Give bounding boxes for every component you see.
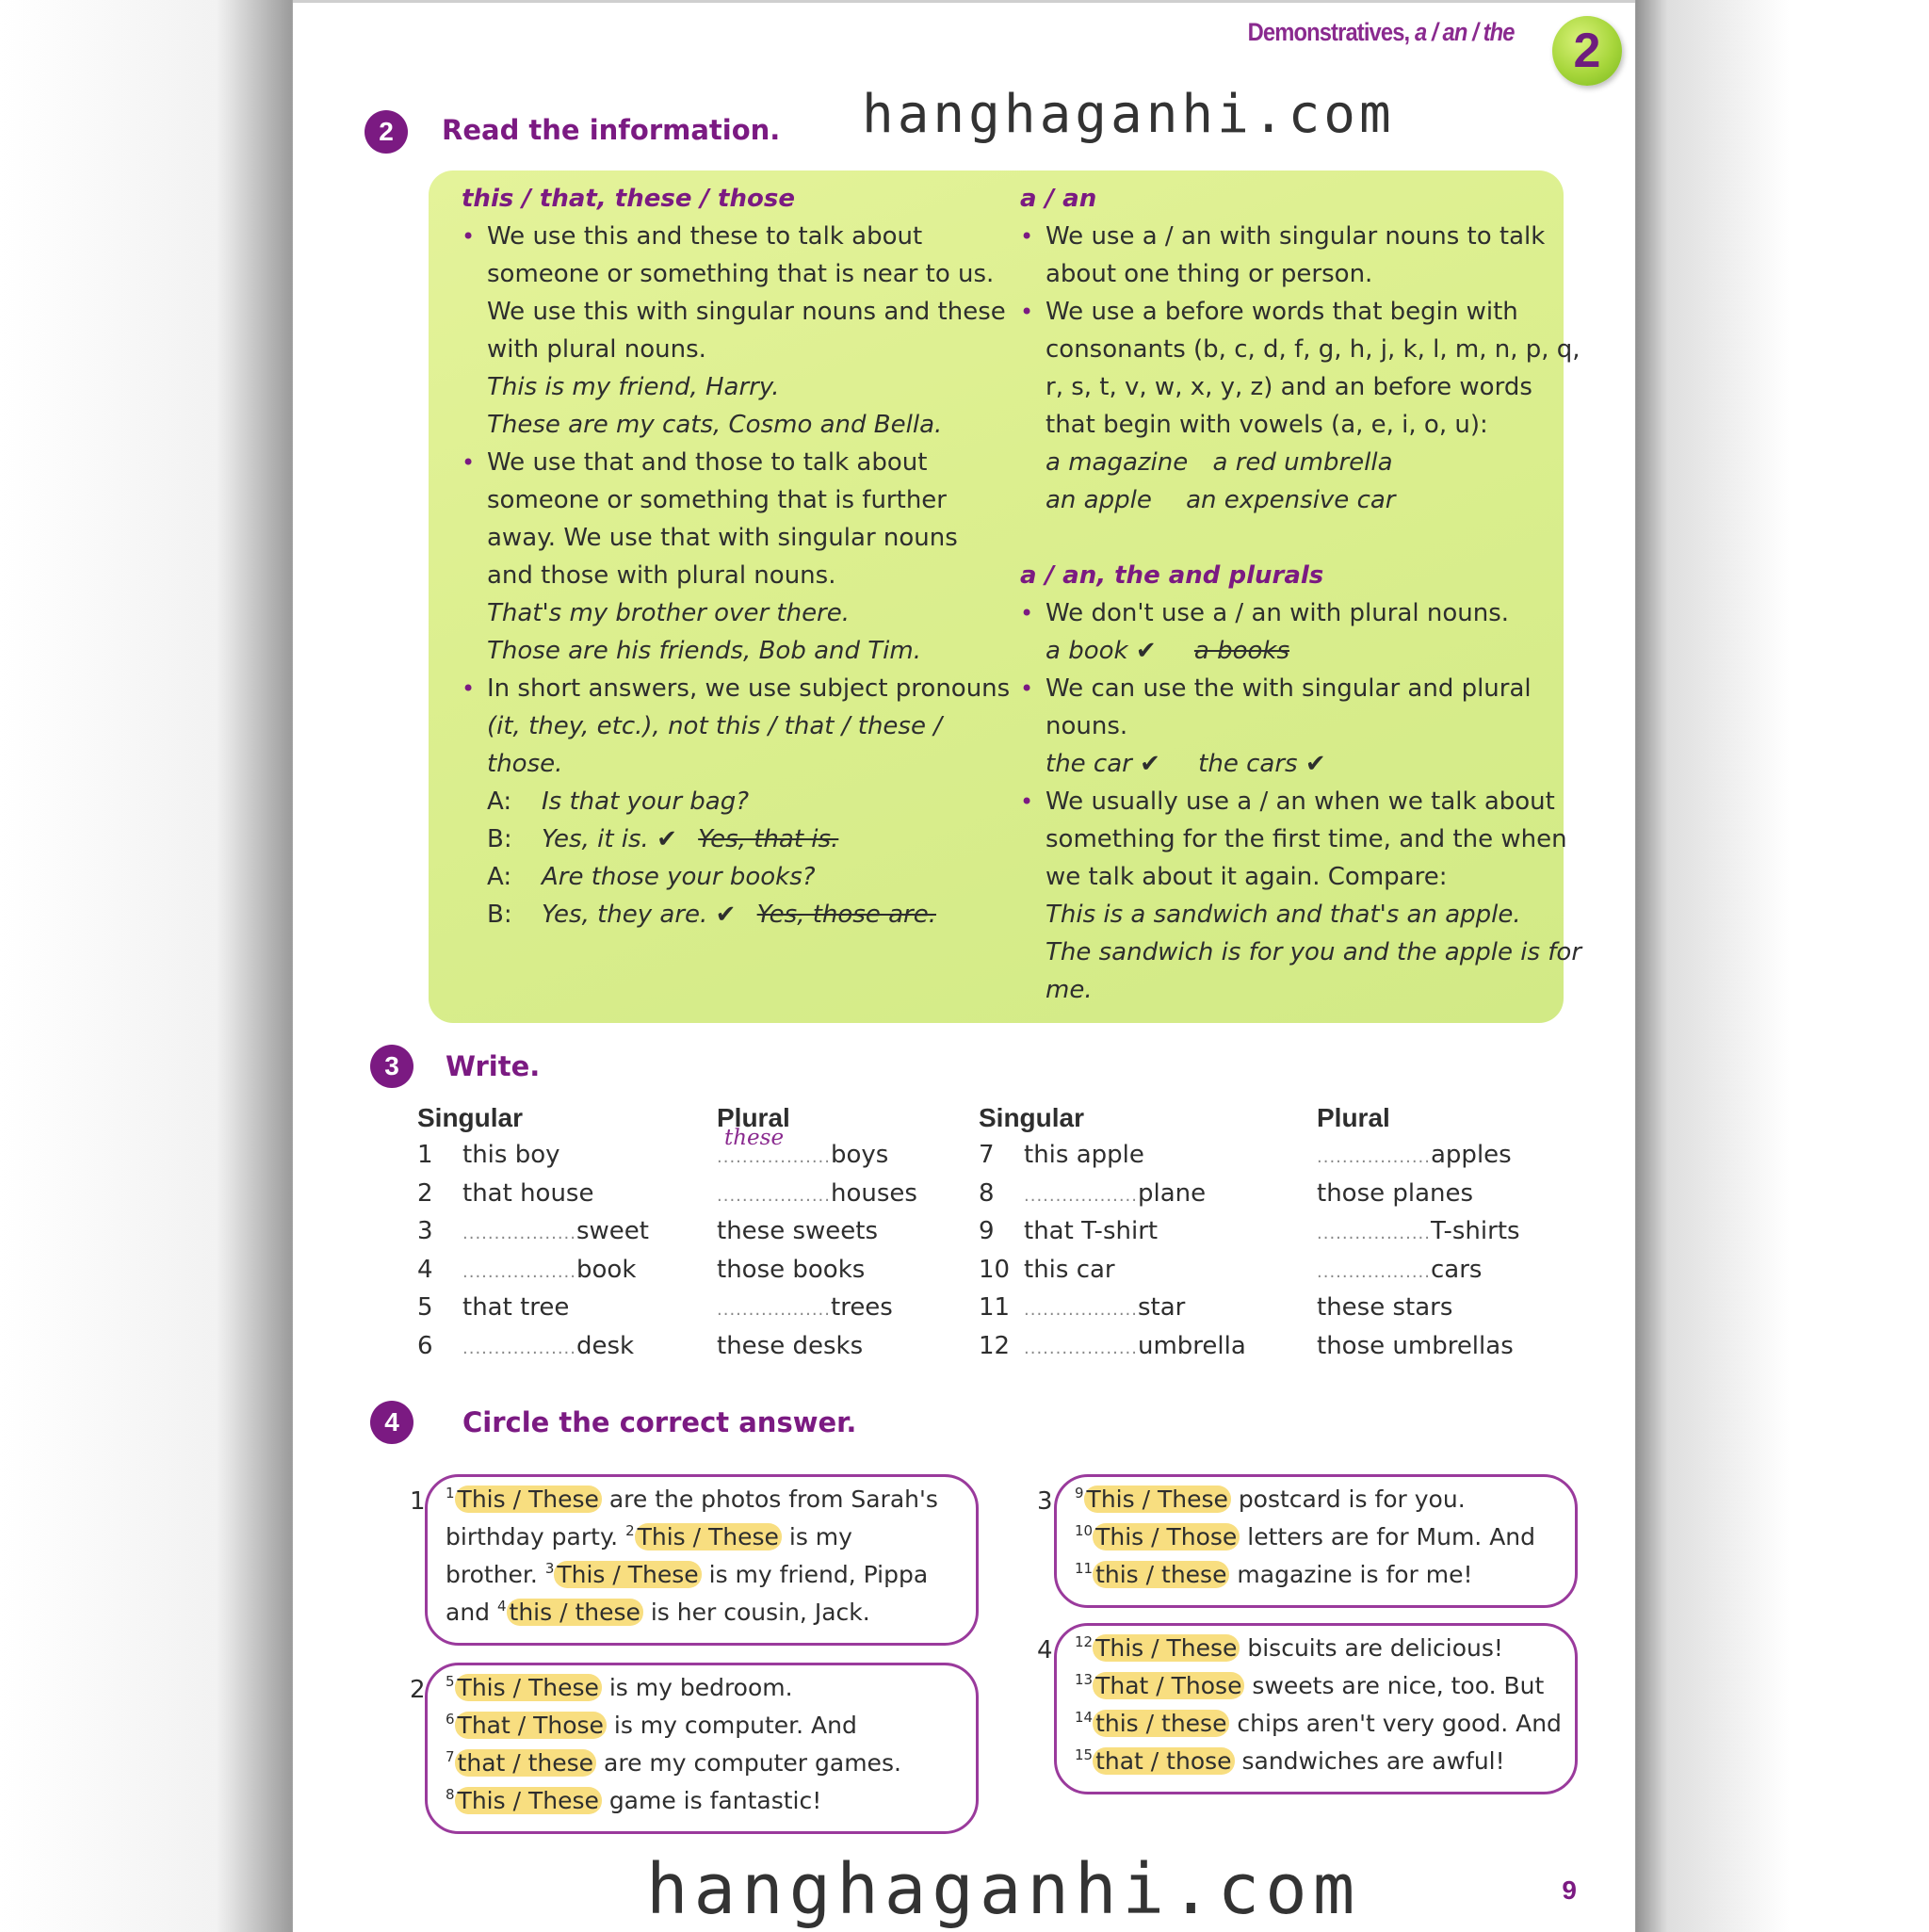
question-line — [446, 1599, 870, 1626]
info-right-column — [1020, 180, 1581, 1009]
singular-text: this apple — [1024, 1141, 1144, 1169]
plural-cell — [1317, 1293, 1452, 1322]
example-line: Those are his friends, Bob and Tim. — [487, 637, 921, 665]
question-number: 8 — [446, 1786, 455, 1803]
question-number: 11 — [1075, 1560, 1094, 1577]
info-line: • We don't use a / an with plural nouns. — [1046, 594, 1581, 632]
answer-choice[interactable]: that / those — [1093, 1747, 1234, 1775]
row-number: 7 — [979, 1141, 995, 1169]
question-line — [1075, 1747, 1505, 1775]
plural-text: those books — [717, 1255, 866, 1284]
header-singular-right: Singular — [979, 1103, 1085, 1132]
question-line — [1075, 1672, 1544, 1699]
info-line: away. We use that with singular nouns — [487, 524, 958, 552]
example-line: These are my cats, Cosmo and Bella. — [487, 411, 943, 439]
answer-choice[interactable]: This / These — [1093, 1634, 1240, 1662]
answer-choice[interactable]: this / these — [507, 1599, 643, 1626]
blank-field[interactable]: .................. — [462, 1261, 576, 1282]
watermark-bottom: hanghaganhi.com — [646, 1849, 1361, 1930]
write-row — [417, 1293, 1642, 1331]
blank-field[interactable]: .................. — [717, 1300, 831, 1320]
info-line: consonants (b, c, d, f, g, h, j, k, l, m, n, p, q, — [1046, 335, 1580, 364]
blank-field[interactable]: .................. — [462, 1338, 576, 1358]
example-wrong-struck: a books — [1193, 637, 1290, 665]
header-singular-left: Singular — [417, 1103, 524, 1132]
answer-choice[interactable]: This / These — [455, 1787, 602, 1814]
row-number: 9 — [979, 1217, 995, 1245]
group-label: 1 — [410, 1487, 426, 1516]
heading-this-that: this / that, these / those — [462, 185, 795, 213]
row-number: 12 — [979, 1331, 1011, 1360]
info-line: • We use a before words that begin with — [1046, 293, 1581, 331]
text: biscuits are delicious! — [1247, 1634, 1503, 1662]
text: magazine is for me! — [1237, 1561, 1473, 1588]
answer-choice[interactable]: That / Those — [1093, 1672, 1244, 1699]
row-number: 2 — [417, 1178, 433, 1208]
info-line: about one thing or person. — [1046, 260, 1373, 288]
question-line — [1075, 1486, 1466, 1513]
plural-text: those umbrellas — [1317, 1331, 1514, 1360]
write-row — [417, 1256, 1642, 1293]
example-line — [1046, 481, 1581, 519]
group-label: 2 — [410, 1676, 426, 1704]
section-2-number: 2 — [365, 110, 408, 154]
text: are the photos from Sarah's — [608, 1486, 938, 1513]
question-line — [446, 1523, 852, 1550]
write-row — [417, 1217, 1642, 1255]
singular-text: this boy — [462, 1141, 560, 1169]
example-correct: the car ✔ — [1046, 750, 1160, 778]
dialogue-text: Is that your bag? — [542, 787, 750, 816]
text: game is fantastic! — [608, 1787, 822, 1814]
question-line — [1075, 1634, 1503, 1662]
unit-title — [1248, 18, 1515, 47]
write-row — [417, 1141, 1642, 1178]
question-line — [1075, 1523, 1535, 1550]
heading-a-an-the-plurals: a / an, the and plurals — [1020, 561, 1324, 590]
row-number: 8 — [979, 1178, 995, 1208]
info-line: and those with plural nouns. — [487, 561, 836, 590]
example: a magazine — [1046, 448, 1189, 477]
text: sweets are nice, too. But — [1252, 1672, 1545, 1699]
speaker: A: — [487, 863, 512, 891]
group-label: 4 — [1037, 1636, 1053, 1664]
info-line: someone or something that is near to us. — [487, 260, 995, 288]
text: brother. — [446, 1561, 545, 1588]
example-line — [1046, 632, 1581, 670]
page-number: 9 — [1562, 1875, 1577, 1905]
row-number: 10 — [979, 1255, 1011, 1284]
wrong-answer-struck: Yes, that is. — [698, 825, 839, 853]
answer-choice[interactable]: This / These — [635, 1523, 782, 1550]
text: is my computer. And — [613, 1712, 857, 1739]
question-line — [446, 1749, 901, 1777]
plural-text: boys — [831, 1141, 889, 1169]
dialogue-text: Yes, it is. ✔ — [542, 825, 677, 853]
singular-text: plane — [1138, 1178, 1207, 1208]
text: is my friend, Pippa — [708, 1561, 929, 1588]
text: and — [446, 1599, 497, 1626]
text: birthday party. — [446, 1523, 626, 1550]
dialogue-line — [487, 783, 1010, 820]
question-number: 12 — [1075, 1633, 1094, 1650]
example: an apple — [1046, 486, 1152, 514]
answer-choice[interactable]: This / Those — [1093, 1523, 1240, 1550]
row-number: 1 — [417, 1141, 433, 1169]
example: a red umbrella — [1212, 448, 1393, 477]
question-line — [1075, 1561, 1473, 1588]
info-line: • We usually use a / an when we talk about — [1046, 783, 1581, 820]
question-number: 3 — [544, 1560, 555, 1577]
example-line: This is my friend, Harry. — [487, 373, 780, 401]
plural-text: houses — [831, 1178, 917, 1208]
info-line: • We can use the with singular and plural — [1046, 670, 1581, 707]
example-line: me. — [1046, 976, 1093, 1004]
write-table — [417, 1103, 1642, 1376]
info-line: someone or something that is further — [487, 486, 947, 514]
answer-choice[interactable]: That / Those — [455, 1712, 607, 1739]
info-line: that begin with vowels (a, e, i, o, u): — [1046, 411, 1488, 439]
singular-cell — [1024, 1141, 1144, 1169]
speaker: B: — [487, 825, 512, 853]
question-number: 7 — [446, 1748, 455, 1765]
watermark-top: hanghaganhi.com — [862, 84, 1395, 145]
plural-cell[interactable] — [1317, 1256, 1482, 1284]
blank-field[interactable]: .................. — [717, 1185, 831, 1206]
blank-field[interactable]: .................. — [1024, 1300, 1138, 1320]
text: letters are for Mum. And — [1247, 1523, 1536, 1550]
answer-choice[interactable]: This / These — [554, 1561, 701, 1588]
info-line: something for the first time, and the when — [1046, 825, 1567, 853]
blank-field[interactable]: .................. — [1317, 1261, 1431, 1282]
section-4-title: Circle the correct answer. — [462, 1406, 857, 1438]
plural-cell[interactable] — [1317, 1141, 1512, 1169]
question-line — [446, 1674, 793, 1701]
singular-cell[interactable] — [1024, 1179, 1206, 1208]
answer-choice[interactable]: that / these — [455, 1749, 597, 1777]
singular-text: star — [1138, 1293, 1186, 1322]
plural-text: these desks — [717, 1331, 864, 1360]
singular-text: that T-shirt — [1024, 1217, 1159, 1245]
answer-choice[interactable]: this / these — [1093, 1710, 1229, 1737]
singular-text: that tree — [462, 1293, 570, 1322]
info-line: We use this with singular nouns and these — [487, 298, 1006, 326]
write-row — [417, 1332, 1642, 1370]
question-line — [446, 1486, 938, 1513]
singular-text: book — [576, 1255, 637, 1284]
question-line — [446, 1712, 857, 1739]
row-number: 11 — [979, 1293, 1011, 1322]
row-number: 3 — [417, 1217, 433, 1245]
plural-text: apples — [1431, 1141, 1512, 1169]
plural-cell[interactable] — [1317, 1217, 1520, 1245]
plural-cell — [1317, 1332, 1514, 1360]
example: an expensive car — [1186, 486, 1396, 514]
unit-title-rest: a / an / the — [1415, 18, 1515, 46]
question-number: 1 — [446, 1485, 455, 1502]
header-plural-left: Plural — [717, 1103, 790, 1132]
text: is my — [788, 1523, 852, 1550]
heading-a-an: a / an — [1020, 185, 1097, 213]
question-number: 10 — [1075, 1522, 1094, 1539]
answer-choice[interactable]: this / these — [1093, 1561, 1229, 1588]
question-number: 15 — [1075, 1746, 1094, 1763]
speaker: B: — [487, 901, 512, 929]
plural-text: cars — [1431, 1255, 1483, 1284]
text: is her cousin, Jack. — [650, 1599, 870, 1626]
example-correct: a book ✔ — [1046, 637, 1157, 665]
dialogue-text: Are those your books? — [542, 863, 816, 891]
blank-field[interactable]: .................. — [462, 1224, 576, 1243]
dialogue-line — [487, 896, 1010, 934]
singular-cell[interactable] — [1024, 1332, 1246, 1360]
singular-text: that house — [462, 1178, 594, 1208]
workbook-page — [293, 0, 1635, 1932]
plural-text: these sweets — [717, 1217, 879, 1245]
text: postcard is for you. — [1238, 1486, 1466, 1513]
info-line: we talk about it again. Compare: — [1046, 863, 1448, 891]
info-line: with plural nouns. — [487, 335, 706, 364]
blank-field[interactable]: .................. — [1024, 1338, 1138, 1358]
grammar-info-box — [429, 170, 1582, 1023]
singular-text: umbrella — [1138, 1331, 1246, 1360]
text: is my bedroom. — [608, 1674, 793, 1701]
singular-cell — [1024, 1256, 1115, 1284]
speaker: A: — [487, 787, 512, 816]
example-line: That's my brother over there. — [487, 599, 851, 627]
singular-text: this car — [1024, 1255, 1115, 1284]
singular-cell[interactable] — [1024, 1293, 1185, 1322]
info-line: nouns. — [1046, 712, 1128, 740]
info-line: r, s, t, v, w, x, y, z) and an before words — [1046, 373, 1532, 401]
question-number: 6 — [446, 1711, 455, 1728]
example-correct: the cars ✔ — [1198, 750, 1326, 778]
answer-choice[interactable]: This / These — [455, 1486, 602, 1513]
plural-text: T-shirts — [1431, 1217, 1520, 1245]
singular-cell — [1024, 1217, 1158, 1245]
unit-number-badge: 2 — [1552, 16, 1622, 86]
blank-field[interactable]: .................. — [1317, 1224, 1431, 1243]
row-number: 5 — [417, 1293, 433, 1322]
row-number: 6 — [417, 1331, 433, 1360]
question-line — [446, 1561, 928, 1588]
unit-title-main: Demonstratives, — [1247, 18, 1410, 46]
question-number: 14 — [1075, 1709, 1094, 1726]
question-line — [446, 1787, 821, 1814]
section-2-title: Read the information. — [442, 114, 781, 146]
answer-choice[interactable]: This / These — [1084, 1486, 1231, 1513]
section-4-number: 4 — [370, 1401, 413, 1444]
dialogue-text: Yes, they are. ✔ — [542, 901, 737, 929]
question-line — [1075, 1710, 1562, 1737]
question-number: 4 — [496, 1598, 507, 1615]
singular-text: sweet — [576, 1217, 649, 1245]
example-line: The sandwich is for you and the apple is for — [1046, 938, 1582, 966]
question-number: 9 — [1075, 1485, 1084, 1502]
wrong-answer-struck: Yes, those are. — [756, 901, 936, 929]
handwritten-answer: these — [724, 1126, 785, 1150]
header-plural-right: Plural — [1317, 1103, 1390, 1132]
blank-field[interactable]: .................. — [1317, 1147, 1431, 1167]
plural-cell — [1317, 1179, 1473, 1208]
section-3-title: Write. — [446, 1050, 541, 1082]
answer-choice[interactable]: This / These — [455, 1674, 602, 1701]
group-label: 3 — [1037, 1487, 1053, 1516]
info-line: (it, they, etc.), not this / that / these / — [487, 712, 942, 740]
example-line — [1046, 745, 1581, 783]
info-line: • We use that and those to talk about — [487, 444, 1010, 481]
example-line — [1046, 444, 1581, 481]
text: sandwiches are awful! — [1241, 1747, 1505, 1775]
text: are my computer games. — [604, 1749, 901, 1777]
info-line: • We use a / an with singular nouns to talk — [1046, 218, 1581, 255]
spacer — [1046, 519, 1581, 557]
dialogue-line — [487, 820, 1010, 858]
info-left-column — [462, 180, 1010, 934]
info-line: • We use this and these to talk about — [487, 218, 1010, 255]
info-line: those. — [487, 750, 563, 778]
plural-text: trees — [831, 1293, 893, 1322]
example-line: This is a sandwich and that's an apple. — [1046, 901, 1521, 929]
write-row — [417, 1179, 1642, 1217]
text: chips aren't very good. And — [1237, 1710, 1562, 1737]
singular-text: desk — [576, 1331, 635, 1360]
question-number: 5 — [446, 1673, 455, 1690]
info-line: • In short answers, we use subject pronouns — [487, 670, 1010, 707]
question-number: 13 — [1075, 1671, 1094, 1688]
blank-field[interactable]: .................. — [1024, 1185, 1138, 1206]
blank-field[interactable]: .................. — [717, 1147, 831, 1167]
question-number: 2 — [625, 1522, 635, 1539]
section-3-number: 3 — [370, 1045, 413, 1088]
plural-text: these stars — [1317, 1293, 1453, 1322]
dialogue-line — [487, 858, 1010, 896]
plural-text: those planes — [1317, 1178, 1474, 1208]
row-number: 4 — [417, 1255, 433, 1284]
